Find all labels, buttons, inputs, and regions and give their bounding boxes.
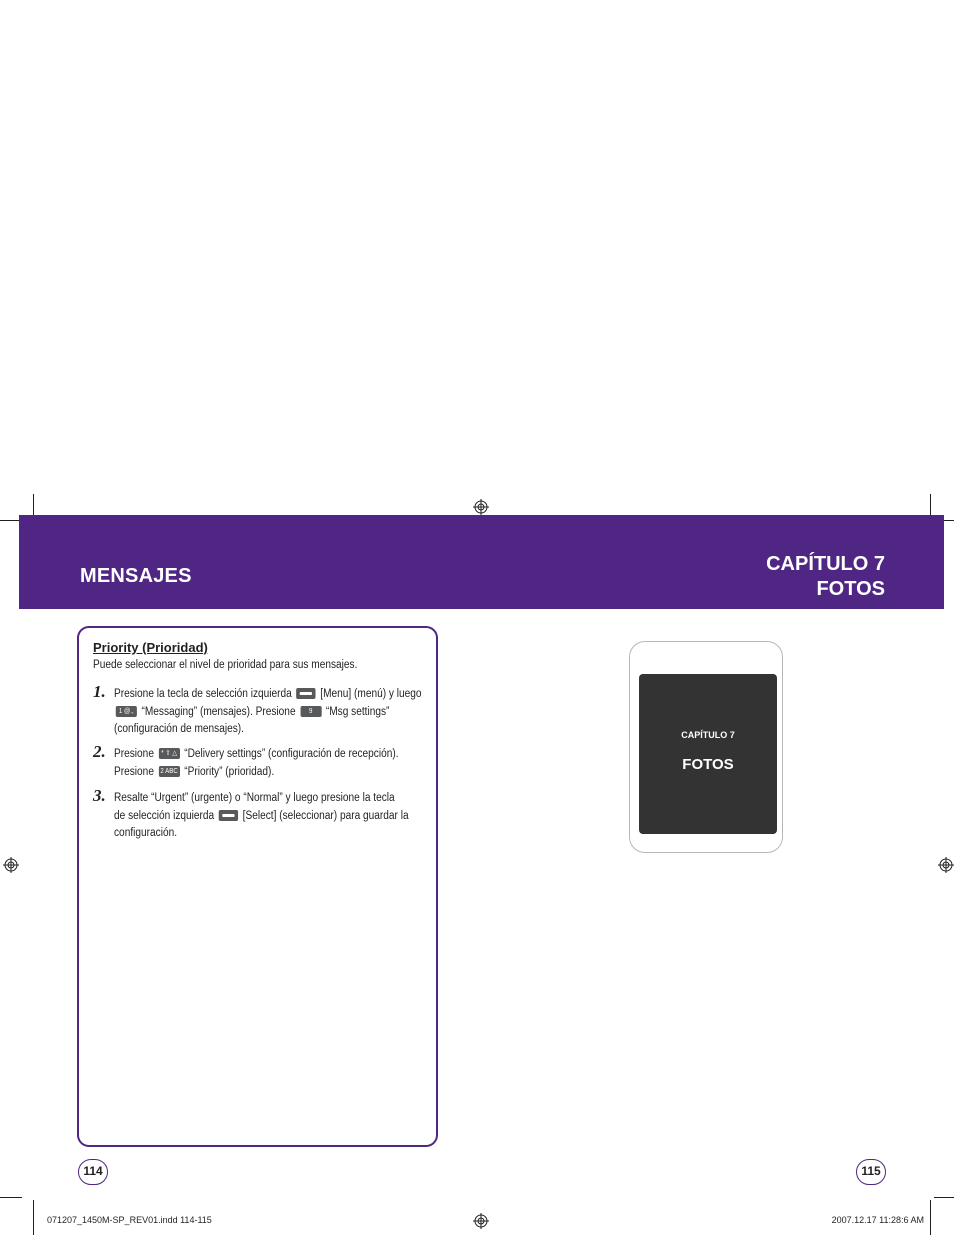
- key-star-icon: * ⇧ △: [159, 748, 180, 759]
- section-title: Priority (Prioridad): [93, 640, 208, 655]
- phone-screen: [639, 674, 777, 834]
- step-text-segment: “Messaging” (mensajes). Presione: [141, 705, 296, 718]
- slug-right: 2007.12.17 11:28:6 AM: [831, 1215, 924, 1225]
- key-9-icon: 9 WXYZ: [301, 707, 320, 726]
- step-text-segment: Presione: [114, 748, 154, 760]
- step-text-segment: “Msg settings”: [325, 705, 390, 718]
- step-text-segment: Resalte “Urgent” (urgente) o “Normal” y luego presione la tecla: [114, 792, 395, 804]
- step-number: 2.: [93, 742, 106, 761]
- header-left-title: MENSAJES: [80, 565, 192, 587]
- registration-mark-icon: [473, 1213, 489, 1229]
- crop-mark: [33, 1200, 34, 1235]
- step-text-segment: (configuración de mensajes).: [114, 723, 244, 735]
- page-number-right: 115: [856, 1159, 886, 1185]
- page-number-left: 114: [78, 1159, 108, 1185]
- step-text: [114, 686, 422, 739]
- key-2-icon: 2 ABC: [160, 767, 178, 775]
- step-text-segment: [Select] (seleccionar) para guardar la: [242, 809, 409, 822]
- instruction-box: [77, 626, 438, 1147]
- phone-screen-title: FOTOS: [682, 756, 734, 773]
- registration-mark-icon: [3, 857, 19, 873]
- slug-left: 071207_1450M-SP_REV01.indd 114-115: [47, 1215, 212, 1225]
- step-text-segment: Presione: [114, 765, 154, 778]
- step-text: [114, 746, 422, 781]
- header-chapter: CAPÍTULO 7: [766, 553, 885, 575]
- section-description: Puede seleccionar el nivel de prioridad para sus mensajes.: [93, 659, 358, 671]
- key-1-icon: 1 @.,: [116, 706, 137, 717]
- header-banner: [19, 515, 944, 609]
- step-text-segment: “Delivery settings” (configuración de recepción).: [184, 748, 399, 760]
- step-text-segment: “Priority” (prioridad).: [184, 765, 275, 778]
- crop-mark: [934, 1197, 954, 1198]
- header-right-block: [766, 552, 885, 602]
- step-number: 1.: [93, 682, 106, 701]
- registration-mark-icon: [473, 499, 489, 515]
- step-text-segment: de selección izquierda: [114, 809, 215, 822]
- phone-screen-chapter: CAPÍTULO 7: [681, 730, 735, 740]
- header-right-title: FOTOS: [816, 578, 885, 600]
- left-soft-key-icon: [296, 688, 315, 699]
- step-text-segment: Presione la tecla de selección izquierda: [114, 688, 292, 700]
- step-text-segment: configuración.: [114, 827, 178, 839]
- step-number: 3.: [93, 786, 106, 805]
- registration-mark-icon: [938, 857, 954, 873]
- step-text: [114, 790, 422, 843]
- left-soft-key-icon: [219, 810, 238, 821]
- phone-illustration: [629, 641, 783, 853]
- crop-mark: [930, 1200, 931, 1235]
- step-text-segment: [Menu] (menú) y luego: [320, 688, 422, 700]
- crop-mark: [0, 1197, 22, 1198]
